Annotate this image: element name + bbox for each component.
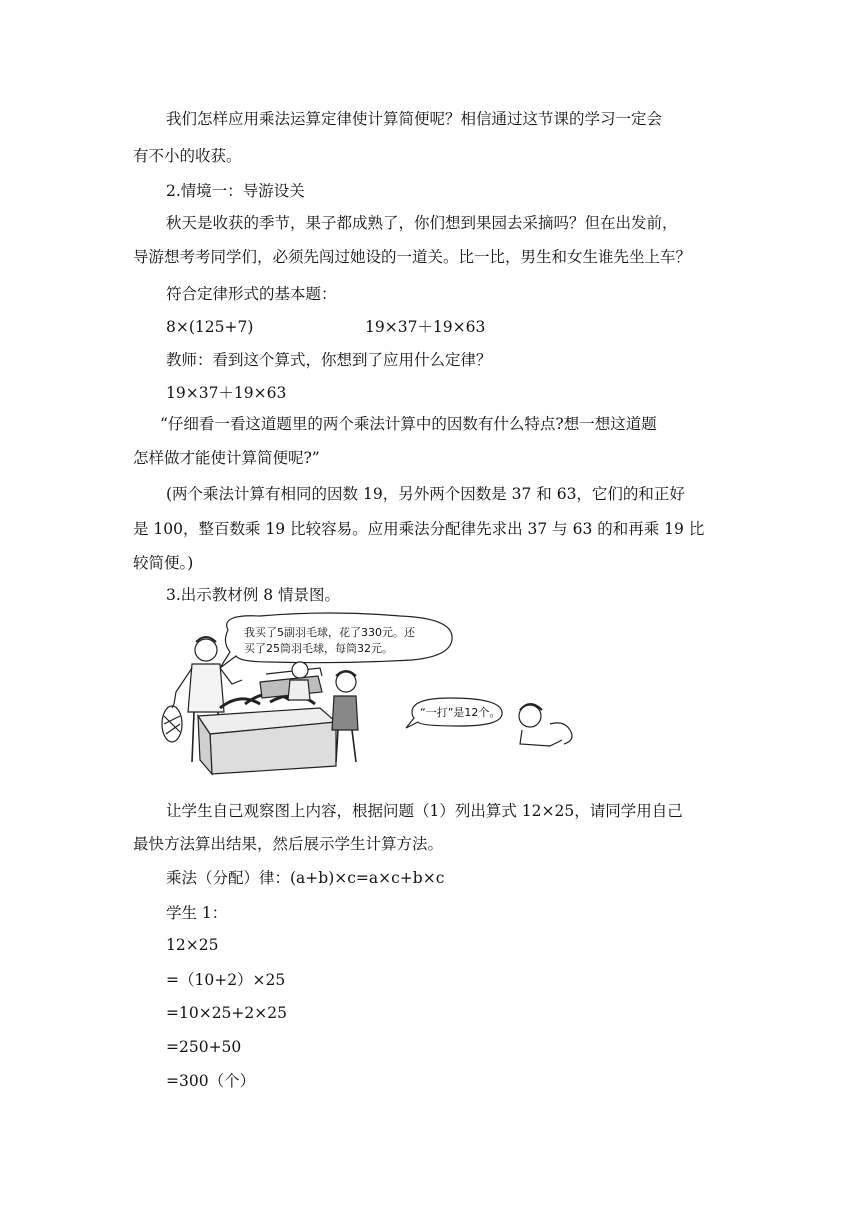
textbook-illustration (150, 612, 590, 782)
calc-step-2: =（10+2）×25 (166, 971, 286, 989)
vendor-bubble-line-2: 买了25筒羽毛球，每筒32元。 (244, 642, 393, 655)
girl-bubble-text: “一打”是12个。 (420, 706, 501, 719)
section-2-heading: 2.情境一：导游设关 (166, 182, 305, 200)
story-line-2: 导游想考考同学们，必须先闯过她设的一道关。比一比，男生和女生谁先坐上车？ (133, 248, 692, 266)
vendor-bubble-line-1: 我买了5副羽毛球，花了330元。还 (244, 626, 415, 639)
calc-step-3: =10×25+2×25 (166, 1004, 287, 1022)
basic-problems-label: 符合定律形式的基本题： (166, 285, 337, 303)
child-figure (288, 662, 310, 700)
intro-line-2: 有不小的收获。 (133, 147, 242, 165)
observe-line-2: 最快方法算出结果，然后展示学生计算方法。 (133, 835, 444, 853)
quote-line-2: 怎样做才能使计算简便呢?” (133, 449, 320, 467)
intro-line-1: 我们怎样应用乘法运算定律使计算简便呢？相信通过这节课的学习一定会 (166, 110, 663, 128)
observe-line-1: 让学生自己观察图上内容，根据问题（1）列出算式 12×25，请同学用自己 (166, 802, 683, 820)
calc-step-5: =300（个） (166, 1072, 256, 1090)
calc-step-4: =250+50 (166, 1038, 242, 1056)
section-3-heading: 3.出示教材例 8 情景图。 (166, 586, 341, 604)
teacher-question: 教师：看到这个算式，你想到了应用什么定律？ (166, 351, 492, 369)
distributive-law: 乘法（分配）律：(a+b)×c=a×c+b×c (166, 869, 445, 887)
expression-b: 19×37＋19×63 (365, 318, 486, 336)
story-line-1: 秋天是收获的季节，果子都成熟了，你们想到果园去采摘吗？但在出发前， (166, 214, 678, 232)
student-label: 学生 1： (166, 904, 228, 922)
explanation-line-3: 较简便。) (133, 554, 194, 572)
explanation-line-1: (两个乘法计算有相同的因数 19，另外两个因数是 37 和 63，它们的和正好 (166, 485, 685, 503)
explanation-line-2: 是 100，整百数乘 19 比较容易。应用乘法分配律先求出 37 与 63 的和再乘 19 比 (133, 520, 705, 538)
quote-line-1: “仔细看一看这道题里的两个乘法计算中的因数有什么特点?想一想这道题 (160, 415, 657, 433)
calc-step-1: 12×25 (166, 936, 219, 954)
expression-c: 19×37＋19×63 (166, 384, 287, 402)
expression-a: 8×(125+7) (166, 318, 254, 336)
vendor-speech-bubble (220, 613, 452, 668)
girl-figure (519, 704, 572, 746)
